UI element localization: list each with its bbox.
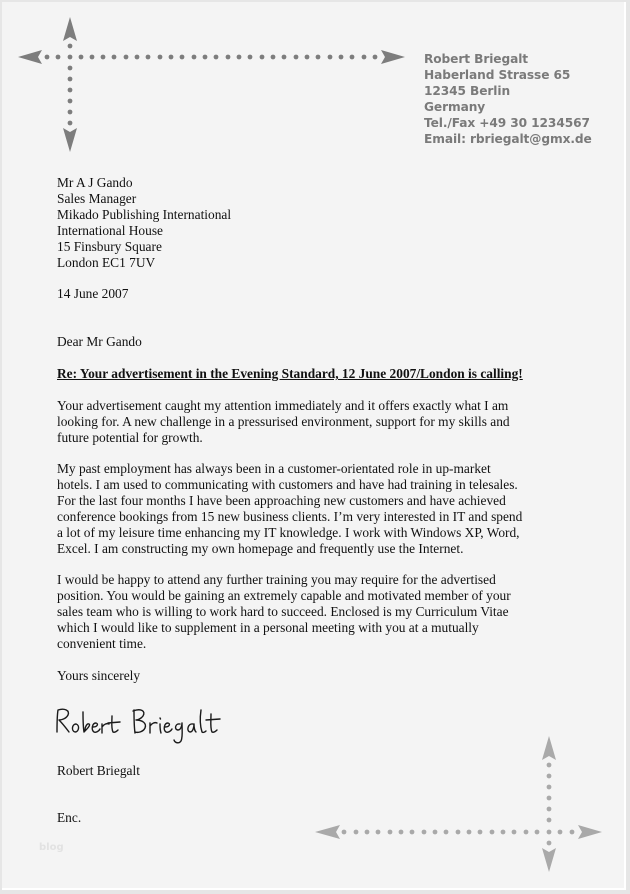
paragraph-line: My past employment has always been in a customer-orientated role in up-market	[57, 461, 491, 476]
sender-email: Email: rbriegalt@gmx.de	[424, 132, 592, 146]
recipient-building: International House	[57, 223, 163, 238]
recipient-name: Mr A J Gando	[57, 175, 133, 190]
recipient-title: Sales Manager	[57, 191, 137, 206]
recipient-city: London EC1 7UV	[57, 255, 156, 270]
subject-line: Re: Your advertisement in the Evening Standard, 12 June 2007/London is calling!	[57, 366, 523, 381]
recipient-address	[57, 175, 231, 271]
sender-country: Germany	[424, 100, 486, 114]
recipient-street: 15 Finsbury Square	[57, 239, 162, 254]
sender-city: 12345 Berlin	[424, 84, 511, 98]
paragraph-line: future potential for growth.	[57, 430, 203, 445]
paragraph-line: sales team who is willing to work hard to succeed. Enclosed is my Curriculum Vitae	[57, 604, 509, 619]
enclosure-note: Enc.	[57, 810, 82, 825]
paragraph-line: looking for. A new challenge in a pressurised environment, support for my skills and	[57, 414, 510, 429]
paragraph-line: Your advertisement caught my attention immediately and it offers exactly what I am	[57, 398, 509, 413]
paragraph-line: For the last four months I have been approaching new customers and have achieved	[57, 493, 506, 508]
body-paragraph-1	[57, 398, 510, 446]
sender-name: Robert Briegalt	[424, 52, 529, 66]
paragraph-line: I would be happy to attend any further training you may require for the advertised	[57, 572, 496, 587]
paragraph-line: a lot of my leisure time enhancing my IT knowledge. I work with Windows XP, Word,	[57, 525, 520, 540]
letter-date: 14 June 2007	[57, 286, 129, 301]
watermark: blog	[39, 842, 64, 853]
paragraph-line: which I would like to supplement in a personal meeting with you at a mutually	[57, 620, 479, 635]
body-paragraph-3	[57, 572, 511, 652]
sender-address	[424, 51, 592, 147]
paragraph-line: position. You would be gaining an extremely capable and motivated member of your	[57, 588, 511, 603]
sender-phone: Tel./Fax +49 30 1234567	[424, 116, 590, 130]
paragraph-line: hotels. I am used to communicating with customers and have had training in telesales.	[57, 477, 518, 492]
closing: Yours sincerely	[57, 668, 141, 683]
handwritten-signature	[54, 702, 234, 746]
sender-street: Haberland Strasse 65	[424, 68, 571, 82]
recipient-company: Mikado Publishing International	[57, 207, 232, 222]
paragraph-line: conference bookings from 15 new business clients. I’m very interested in IT and spend	[57, 509, 523, 524]
printed-name: Robert Briegalt	[57, 763, 140, 778]
paragraph-line: Excel. I am constructing my own homepage and frequently use the Internet.	[57, 541, 464, 556]
body-paragraph-2	[57, 461, 522, 557]
salutation: Dear Mr Gando	[57, 334, 142, 349]
paragraph-line: convenient time.	[57, 636, 147, 651]
